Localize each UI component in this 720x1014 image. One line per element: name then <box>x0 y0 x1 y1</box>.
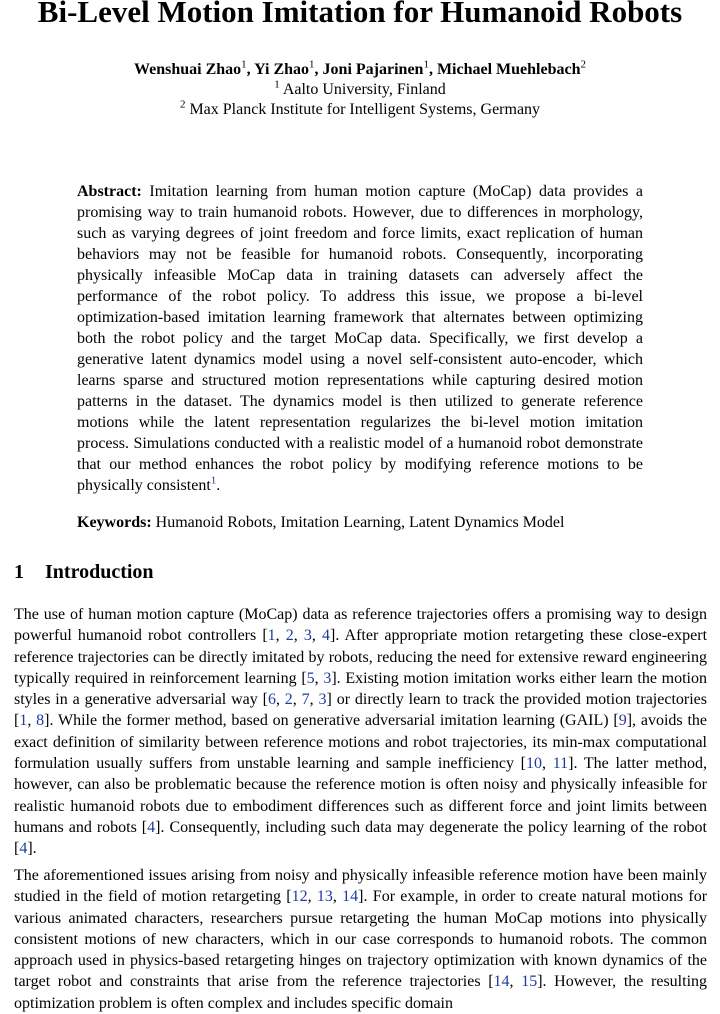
abstract-end: . <box>216 477 221 494</box>
keywords-label: Keywords: <box>77 514 152 531</box>
citation-link[interactable]: 4 <box>322 627 330 645</box>
abstract-text: Imitation learning from human motion capture (MoCap) data provides a promising way to train humanoid robots. However, due to differences in morphology, such as varying degrees of joint freedom and force limits, exact replication of human behaviors may not be feasible for humanoid robots. Consequently, incorporating physically infeasible MoCap data in training datasets can adversely affect the performance of the robot policy. To address this issue, we propose a bi-level optimization-based imitation learning framework that alternates between optimizing both the robot policy and the target MoCap data. Specifically, we first develop a generative latent dynamics model using a novel self-consistent auto-encoder, which learns sparse and structured motion representations while capturing desired motion patterns in the dataset. The dynamics model is then utilized to generate reference motions while the latent representation regularizes the bi-level motion imitation process. Simulations conducted with a realistic model of a humanoid robot demonstrate that our method enhances the robot policy by modifying reference motions to be physically consistent <box>77 183 643 494</box>
author-affiliation-mark: 1 <box>241 58 247 71</box>
author-affiliation-mark: 2 <box>580 58 586 71</box>
citation-link[interactable]: 11 <box>552 755 569 773</box>
affiliation-mark: 1 <box>274 78 280 91</box>
citation-link[interactable]: 1 <box>267 627 276 645</box>
author-affiliation-mark: 1 <box>309 58 315 71</box>
author-name: Yi Zhao <box>254 61 310 78</box>
citation-link[interactable]: 2 <box>284 691 293 709</box>
citation-link[interactable]: 15 <box>521 973 538 991</box>
author-name: Wenshuai Zhao <box>134 61 242 78</box>
citation-link[interactable]: 10 <box>526 755 543 773</box>
citation-link[interactable]: 6 <box>267 691 276 709</box>
affiliation-1 <box>0 79 720 101</box>
citation-link[interactable]: 14 <box>493 973 510 991</box>
author-affiliation-mark: 1 <box>423 58 429 71</box>
citation-link[interactable]: 9 <box>618 712 627 730</box>
citation-link[interactable]: 5 <box>306 669 315 687</box>
author-list: Wenshuai Zhao$^1$, Yi Zhao$^1$, Joni Pajarinen$^1$, Michael Muehlebach$^2$ <box>134 58 586 78</box>
citation-link[interactable]: 3 <box>303 627 312 645</box>
author-name: Joni Pajarinen <box>322 61 424 78</box>
citation-link[interactable]: 1 <box>19 712 28 730</box>
abstract <box>77 181 643 496</box>
footnote-link[interactable]: 1 <box>210 474 217 487</box>
affiliation-2 <box>0 99 720 121</box>
citation-link[interactable]: 14 <box>342 888 359 906</box>
keywords-text: Humanoid Robots, Imitation Learning, Latent Dynamics Model <box>155 514 565 531</box>
intro-paragraph-1: The use of human motion capture (MoCap) data as reference trajectories offers a promising way to design powerful humanoid robot controllers [1, 2, 3, 4]. After appropriate motion retargeting these close-expert reference trajectories can be directly imitated by robots, reducing the need for extensive reward engineering typically required in reinforcement learning [5, 3]. Existing motion imitation works either learn the motion styles in a generative adversarial way [6, 2, 7, 3] or directly learn to track the provided motion trajectories [1, 8]. While the former method, based on generative adversarial imitation learning (GAIL) [9], avoids the exact definition of similarity between reference motions and robot trajectories, its min-max computational formulation usually suffers from unstable learning and sample inefficiency [10, 11]. The latter method, however, can also be problematic because the reference motion is often noisy and physically infeasible for realistic humanoid robots due to embodiment differences such as different force and joint limits between humans and robots [4]. Consequently, including such data may degenerate the policy learning of the robot [4]. <box>14 606 708 858</box>
section-number: 1 <box>14 561 24 583</box>
affiliation-mark: 2 <box>179 98 186 111</box>
citation-link[interactable]: 3 <box>323 669 332 687</box>
author-name: Michael Muehlebach <box>436 61 581 78</box>
citation-link[interactable]: 3 <box>318 691 327 709</box>
citation-link[interactable]: 7 <box>301 691 310 709</box>
citation-link[interactable]: 4 <box>19 840 28 858</box>
abstract-label: Abstract: <box>77 183 142 200</box>
keywords <box>77 512 677 533</box>
section-title: Introduction <box>45 561 154 583</box>
citation-link[interactable]: 12 <box>291 888 308 906</box>
citation-link[interactable]: 8 <box>36 712 45 730</box>
citation-link[interactable]: 13 <box>316 888 333 906</box>
citation-link[interactable]: 4 <box>147 818 156 836</box>
intro-paragraph-2: The aforementioned issues arising from noisy and physically infeasible reference motion have been mainly studied in the field of motion retargeting [12, 13, 14]. For example, in order to create natural motions for various animated characters, researchers pursue retargeting the human MoCap motions into physically consistent motions of new characters, which in our case corresponds to humanoid robots. The common approach used in physics-based retargeting hinges on trajectory optimization with known dynamics of the target robot and constraints that arise from the reference trajectories [14, 15]. However, the resulting optimization problem is often complex and includes specific domain <box>14 867 708 1012</box>
section-heading <box>14 558 154 586</box>
affiliation-text: Max Planck Institute for Intelligent Systems, Germany <box>189 101 541 118</box>
citation-link[interactable]: 2 <box>285 627 294 645</box>
affiliation-text: Aalto University, Finland <box>282 81 446 98</box>
paper-title: Bi-Level Motion Imitation for Humanoid Robots <box>37 0 683 29</box>
